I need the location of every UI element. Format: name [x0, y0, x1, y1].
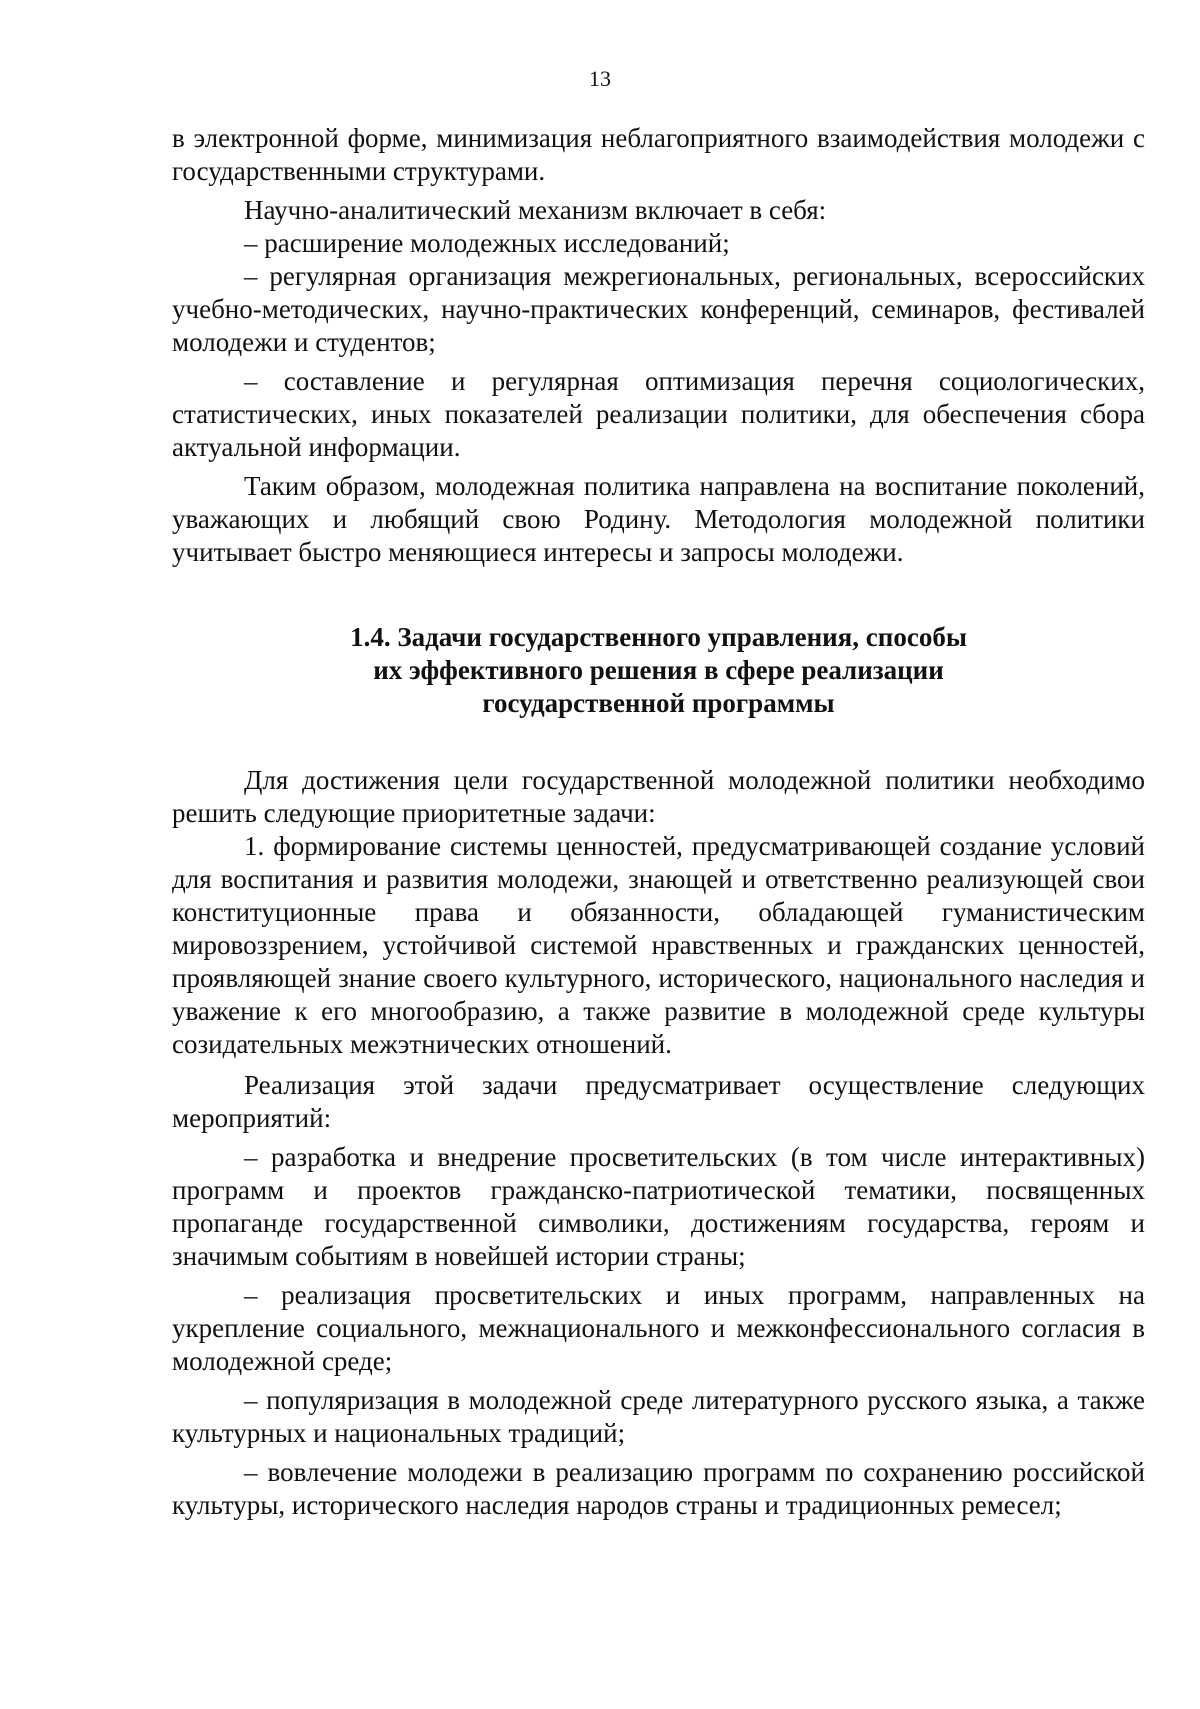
list-item-russian-language: – популяризация в молодежной среде литературного русского языка, а также культурных и национальных традиций; [172, 1385, 1145, 1448]
list-item-interethnic-harmony: – реализация просветительских и иных программ, направленных на укрепление социального, межнационального и межконфессионального согласия в молодежной среде; [172, 1280, 1145, 1376]
list-item-conferences: – регулярная организация межрегиональных, региональных, всероссийских учебно-методических, научно-практических конференций, семинаров, фестивалей молодежи и студентов; [172, 261, 1145, 357]
page-number: 13 [589, 66, 611, 91]
section-heading-line-2: их эффективного решения в сфере реализации [373, 655, 944, 685]
task-1-values-system: 1. формирование системы ценностей, предусматривающей создание условий для воспитания и развития молодежи, знающей и ответственно реализующей свои конституционные права и обязанности, обладающей гуманистическим мировоззрением, устойчивой системой нравственных и гражданских ценностей, проявляющей знание своего культурного, исторического, национального наследия и уважение к его многообразию, а также развитие в молодежной среде культуры созидательных межэтнических отношений. [172, 831, 1145, 1059]
list-item-indicators: – составление и регулярная оптимизация перечня социологических, статистических, иных показателей реализации политики, для обеспечения сбора актуальной информации. [172, 366, 1145, 462]
list-item-cultural-heritage: – вовлечение молодежи в реализацию программ по сохранению российской культуры, исторического наследия народов страны и традиционных ремесел; [172, 1457, 1145, 1520]
paragraph-priority-tasks: Для достижения цели государственной молодежной политики необходимо решить следующие приоритетные задачи: [172, 765, 1145, 828]
section-heading [172, 621, 1145, 720]
document-body [172, 122, 1145, 1522]
paragraph-task-implementation: Реализация этой задачи предусматривает осуществление следующих мероприятий: [172, 1070, 1145, 1133]
section-heading-line-1: 1.4. Задачи государственного управления, способы [350, 622, 967, 652]
list-item-research: – расширение молодежных исследований; [244, 228, 730, 258]
paragraph-mechanism-intro: Научно-аналитический механизм включает в себя: [244, 195, 827, 225]
section-heading-line-3: государственной программы [482, 688, 835, 718]
paragraph-continuation: в электронной форме, минимизация неблагоприятного взаимодействия молодежи с государственными структурами. [172, 123, 1145, 186]
list-item-educational-programs: – разработка и внедрение просветительских (в том числе интерактивных) программ и проектов гражданско-патриотической тематики, посвященных пропаганде государственной символики, достижениям государства, героям и значимым событиям в новейшей истории страны; [172, 1142, 1145, 1271]
paragraph-conclusion: Таким образом, молодежная политика направлена на воспитание поколений, уважающих и любящий свою Родину. Методология молодежной политики учитывает быстро меняющиеся интересы и запросы молодежи. [172, 471, 1145, 567]
